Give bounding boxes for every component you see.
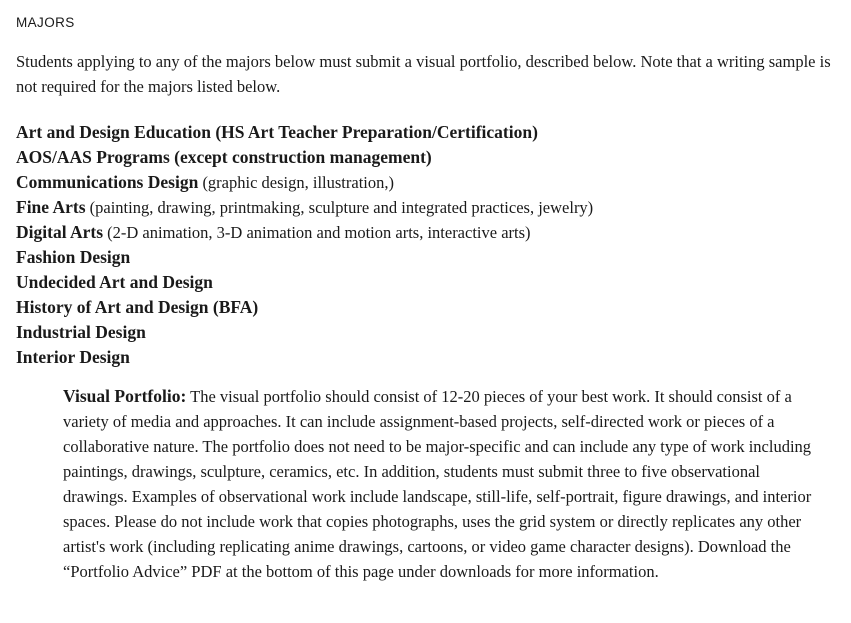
major-detail: (graphic design, illustration,) [202, 173, 394, 192]
major-detail: (2-D animation, 3-D animation and motion arts, interactive arts) [107, 223, 531, 242]
major-item [16, 120, 831, 145]
major-name: Interior Design [16, 347, 130, 367]
major-name: Communications Design [16, 172, 199, 192]
section-heading: MAJORS [16, 15, 75, 30]
major-item [16, 220, 831, 245]
major-name: Fine Arts [16, 197, 86, 217]
major-name: Undecided Art and Design [16, 272, 213, 292]
major-name: Fashion Design [16, 247, 131, 267]
major-item [16, 245, 831, 270]
major-name: AOS/AAS Programs (except construction management) [16, 147, 432, 167]
visual-portfolio-text: The visual portfolio should consist of 12-20 pieces of your best work. It should consist of a variety of media and approaches. It can include assignment-based projects, self-directed work or pieces of a collaborative nature. The portfolio does not need to be major-specific and can include any type of work including paintings, drawings, sculpture, ceramics, etc. In addition, students must submit three to five observational drawings. Examples of observational work include landscape, still-life, self-portrait, figure drawings, and interior spaces. Please do not include work that copies photographs, uses the grid system or directly replicates any other artist's work (including replicating anime drawings, cartoons, or video game character designs). Download the “Portfolio Advice” PDF at the bottom of this page under downloads for more information. [63, 387, 812, 581]
major-name: Industrial Design [16, 322, 146, 342]
major-item [16, 170, 831, 195]
major-name: Art and Design Education (HS Art Teacher Preparation/Certification) [16, 122, 538, 142]
major-item [16, 345, 831, 370]
major-name: Digital Arts [16, 222, 104, 242]
major-detail: (painting, drawing, printmaking, sculpture and integrated practices, jewelry) [89, 198, 594, 217]
major-item [16, 145, 831, 170]
major-name: History of Art and Design (BFA) [16, 297, 259, 317]
visual-portfolio-label: Visual Portfolio: [63, 386, 187, 406]
major-item [16, 195, 831, 220]
major-item [16, 270, 831, 295]
major-item [16, 295, 831, 320]
major-item [16, 320, 831, 345]
majors-list [16, 120, 831, 370]
visual-portfolio-paragraph [63, 384, 823, 584]
intro-paragraph: Students applying to any of the majors below must submit a visual portfolio, described below. Note that a writing sample is not required for the majors listed below. [16, 52, 831, 96]
